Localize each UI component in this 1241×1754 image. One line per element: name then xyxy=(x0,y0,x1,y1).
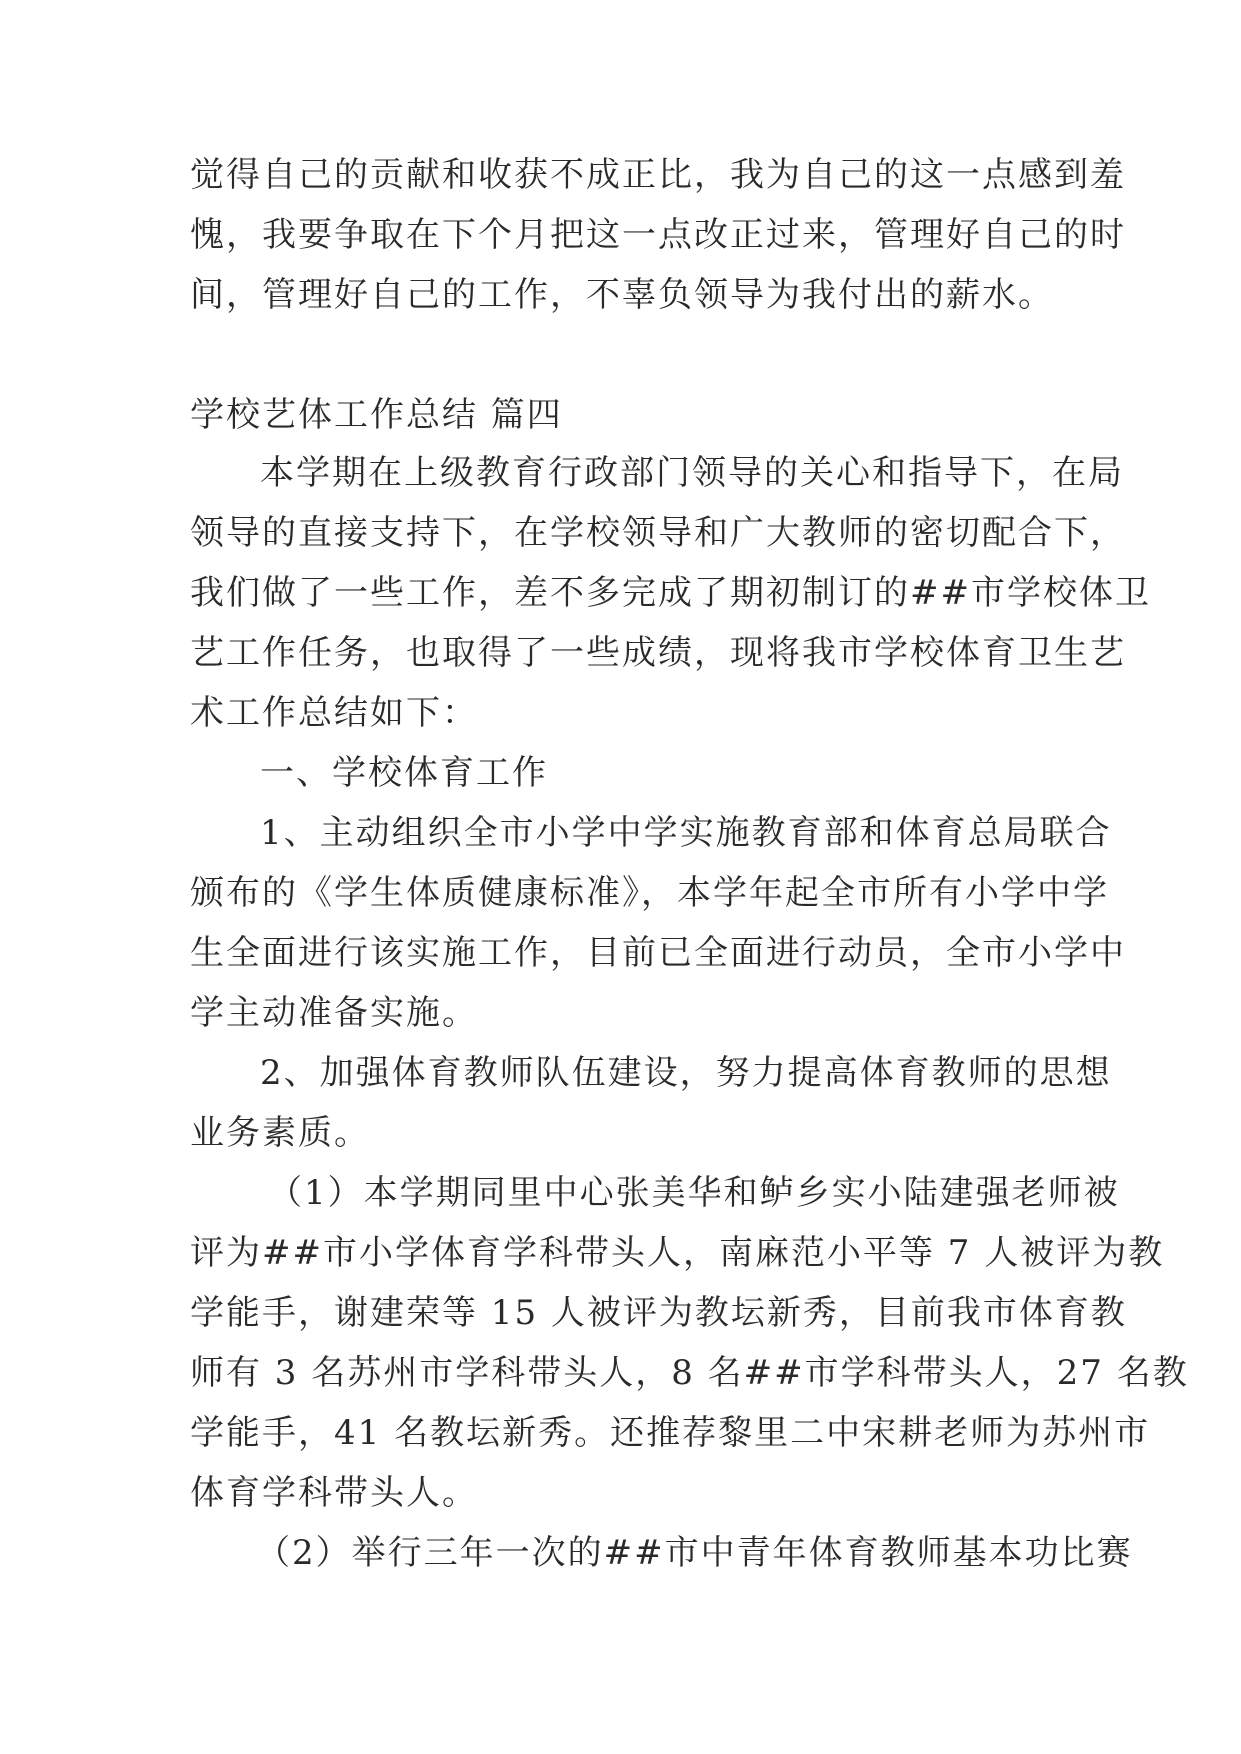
subitem-line: （1）本学期同里中心张美华和鲈乡实小陆建强老师被 xyxy=(268,1173,1120,1213)
spacer xyxy=(190,325,1050,385)
intro-line: 愧，我要争取在下个月把这一点改正过来，管理好自己的时 xyxy=(190,215,1126,255)
paragraph-line: 领导的直接支持下，在学校领导和广大教师的密切配合下， xyxy=(190,513,1126,553)
subitem-line: 评为##市小学体育学科带头人，南麻范小平等 7 人被评为教 xyxy=(190,1233,1165,1273)
subitem-line: 学能手，谢建荣等 15 人被评为教坛新秀，目前我市体育教 xyxy=(190,1293,1127,1333)
subitem-line: （2）举行三年一次的##市中青年体育教师基本功比赛 xyxy=(256,1533,1133,1573)
item-line: 1、主动组织全市小学中学实施教育部和体育总局联合 xyxy=(260,813,1112,853)
paragraph-line: 本学期在上级教育行政部门领导的关心和指导下，在局 xyxy=(260,453,1124,493)
subitem-line: 师有 3 名苏州市学科带头人，8 名##市学科带头人，27 名教 xyxy=(190,1353,1189,1393)
subheading: 一、学校体育工作 xyxy=(260,753,548,793)
document-body xyxy=(190,145,1189,1583)
intro-line: 间，管理好自己的工作，不辜负领导为我付出的薪水。 xyxy=(190,275,1054,315)
paragraph-line: 艺工作任务，也取得了一些成绩，现将我市学校体育卫生艺 xyxy=(190,633,1126,673)
subitem-line: 体育学科带头人。 xyxy=(190,1473,478,1513)
item-line: 学主动准备实施。 xyxy=(190,993,478,1033)
item-line: 2、加强体育教师队伍建设，努力提高体育教师的思想 xyxy=(260,1053,1112,1093)
item-line: 生全面进行该实施工作，目前已全面进行动员，全市小学中 xyxy=(190,933,1126,973)
item-line: 业务素质。 xyxy=(190,1113,370,1153)
paragraph-line: 我们做了一些工作，差不多完成了期初制订的##市学校体卫 xyxy=(190,573,1151,613)
paragraph-line: 术工作总结如下： xyxy=(190,693,478,733)
intro-line: 觉得自己的贡献和收获不成正比，我为自己的这一点感到羞 xyxy=(190,155,1126,195)
section-title: 学校艺体工作总结 篇四 xyxy=(190,395,563,435)
subitem-line: 学能手，41 名教坛新秀。还推荐黎里二中宋耕老师为苏州市 xyxy=(190,1413,1151,1453)
item-line: 颁布的《学生体质健康标准》，本学年起全市所有小学中学 xyxy=(190,873,1109,913)
